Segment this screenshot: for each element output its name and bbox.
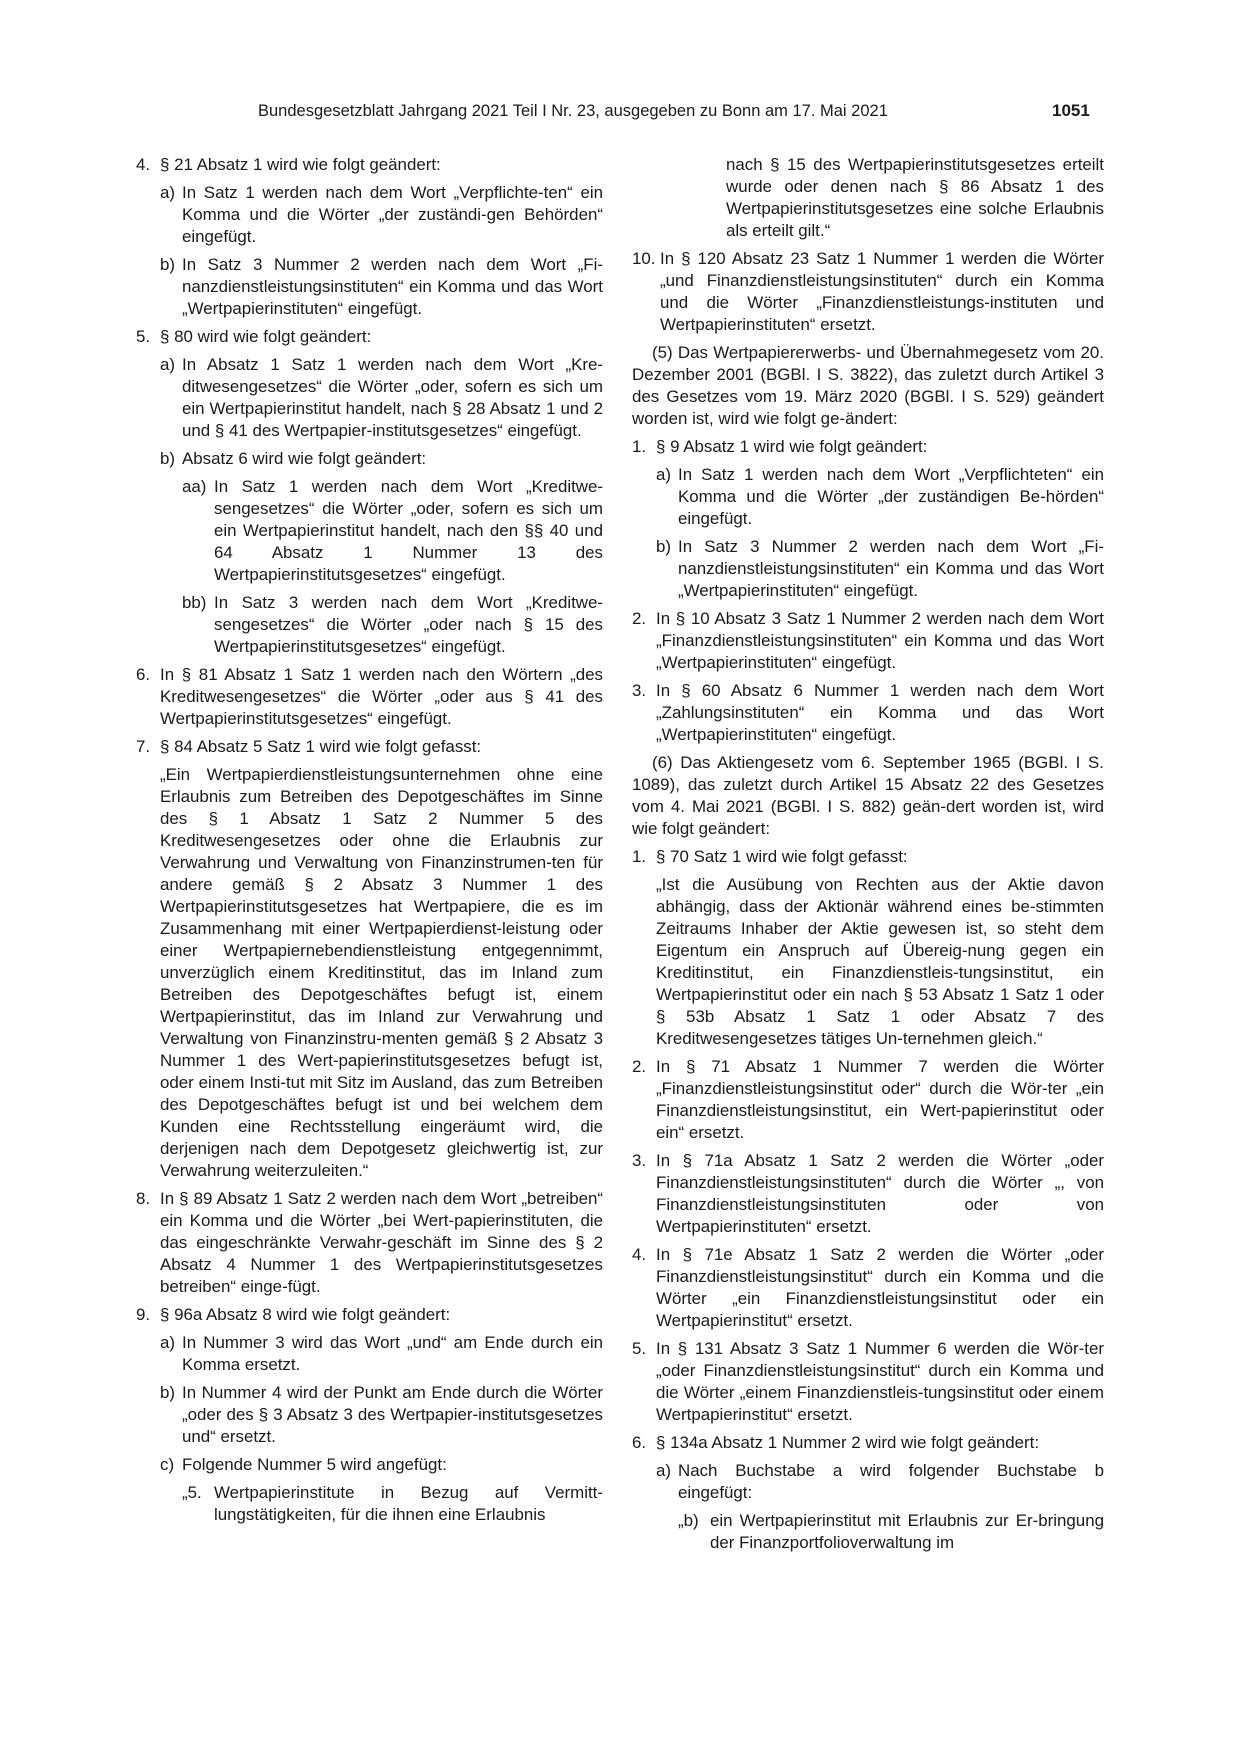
item-text: In § 131 Absatz 3 Satz 1 Nummer 6 werden die Wör-ter „oder Finanzdienstleistungsinstitut“ durch ein Komma und die Wörter „einem Finanzdienstleis-tungsinstitut oder einem Wertpapierinstitut“ ersetzt. [656,1339,1104,1424]
item-number: 5. [136,327,151,346]
quoted-text: „Ein Wertpapierdienstleistungsunternehmen ohne eine Erlaubnis zum Betreiben des Depotgeschäftes im Sinne des § 1 Absatz 1 Satz 2 Nummer 5 des Kreditwesengesetzes oder ohne die Erlaubnis zur Verwahrung und Verwaltung von Finanzinstrumen-ten für andere gemäß § 2 Absatz 3 Nummer 1 des Wertpapierinstitutsgesetzes hat Wertpapiere, die es im Zusammenhang mit einer Wertpapierdienst-leistung oder einer Wertpapiernebendienstleistung entgegennimmt, unverzüglich einem Kreditinstitut, das im Inland zum Betreiben des Depotgeschäftes befugt ist, einem Wertpapierinstitut, das im Inland zur Verwahrung und Verwaltung von Finanzinstru-menten gemäß § 2 Absatz 3 Nummer 1 des Wert-papierinstitutsgesetzes befugt ist, oder einem Insti-tut mit Sitz im Ausland, das zum Betreiben des Depotgeschäftes befugt ist und bei welchem dem Kunden eine Rechtsstellung eingeräumt wird, die derjenigen nach dem Depotgesetz gleichwertig ist, zur Verwahrung weiterzuleiten.“ [160,765,603,1180]
item-number: 3. [632,1151,647,1170]
list-item [182,476,603,586]
item-number: 3. [632,681,647,700]
item-letter: „b) [678,1511,699,1530]
item-number: „5. [182,1483,202,1502]
list-item [632,436,1104,458]
item-text: In § 81 Absatz 1 Satz 1 werden nach den Wörtern „des Kreditwesengesetzes“ die Wörter „oder aus § 41 des Wertpapierinstitutsgesetzes“ eingefügt. [160,665,603,728]
list-item [632,846,1104,868]
list-item [656,536,1104,602]
item-text: In § 120 Absatz 23 Satz 1 Nummer 1 werden die Wörter „und Finanzdienstleistungsinstituten“ durch ein Komma und die Wörter „Finanzdienstleistungs-instituten und Wertpapierinstituten“ ersetzt. [660,249,1104,334]
item-text: § 80 wird wie folgt geändert: [160,327,372,346]
item-text: ein Wertpapierinstitut mit Erlaubnis zur Er-bringung der Finanzportfolioverwaltung im [710,1511,1104,1552]
right-column [632,154,1104,1560]
item-letter: b) [160,1383,176,1402]
page-number: 1051 [1052,101,1090,120]
list-item [632,1338,1104,1426]
left-column [136,154,603,1532]
list-item [182,1482,603,1526]
list-item [160,1332,603,1376]
item-text: In Satz 1 werden nach dem Wort „Kreditwe-sengesetzes“ die Wörter „oder, sofern es sich um ein Wertpapierinstitut handelt, nach den §§ 40 und 64 Absatz 1 Nummer 13 des Wertpapierinstitutsgesetzes“ eingefügt. [214,477,603,584]
list-item [632,1244,1104,1332]
item-number: 2. [632,1057,647,1076]
item-text: In Satz 3 werden nach dem Wort „Kreditwe-sengesetzes“ die Wörter „oder nach § 15 des Wertpapierinstitutsgesetzes“ eingefügt. [214,593,603,656]
item-text: In Satz 1 werden nach dem Wort „Verpflichteten“ ein Komma und die Wörter „der zuständigen Be-hörden“ eingefügt. [678,465,1104,528]
item-number: 2. [632,609,647,628]
item-number: 4. [136,155,151,174]
item-text: Wertpapierinstitute in Bezug auf Vermitt-lungstätigkeiten, für die ihnen eine Erlaubnis [214,1483,603,1524]
item-text: In § 60 Absatz 6 Nummer 1 werden nach dem Wort „Zahlungsinstituten“ ein Komma und das Wort „Wertpapierinstituten“ eingefügt. [656,681,1104,744]
item-letter: b) [160,449,176,468]
item-text: In § 71 Absatz 1 Nummer 7 werden die Wörter „Finanzdienstleistungsinstitut oder“ durch die Wör-ter „ein Finanzdienstleistungsinstitut, ein Wert-papierinstitut oder ein“ ersetzt. [656,1057,1104,1142]
list-item [160,254,603,320]
paragraph: (6) Das Aktiengesetz vom 6. September 1965 (BGBl. I S. 1089), das zuletzt durch Artikel 15 Absatz 22 des Gesetzes vom 4. Mai 2021 (BGBl. I S. 882) geän-dert worden ist, wird wie folgt geändert: [632,753,1104,838]
item-letter: a) [656,1461,672,1480]
list-item [136,736,603,758]
item-text: In Satz 1 werden nach dem Wort „Verpflichte-ten“ ein Komma und die Wörter „der zuständi-gen Behörden“ eingefügt. [182,183,603,246]
item-text: In Satz 3 Nummer 2 werden nach dem Wort „Fi-nanzdienstleistungsinstituten“ ein Komma und das Wort „Wertpapierinstituten“ eingefügt. [678,537,1104,600]
list-item [678,1510,1104,1554]
item-number: 9. [136,1305,151,1324]
list-item [136,1304,603,1326]
list-item [136,154,603,176]
item-text: In § 71e Absatz 1 Satz 2 werden die Wörter „oder Finanzdienstleistungsinstitut“ durch ein Komma und die Wörter „ein Finanzdienstleistungsinstitut oder ein Wertpapierinstitut“ ersetzt. [656,1245,1104,1330]
item-text: In § 89 Absatz 1 Satz 2 werden nach dem Wort „betreiben“ ein Komma und die Wörter „bei Wert-papierinstituten, die das eingeschränkte Verwahr-geschäft im Sinne des § 2 Absatz 4 Nummer 1 des Wertpapierinstitutsgesetzes betreiben“ einge-fügt. [160,1189,603,1296]
list-item [160,1382,603,1448]
item-letter: a) [656,465,672,484]
page-header [0,96,1241,126]
list-item [632,1056,1104,1144]
item-number: 1. [632,847,647,866]
item-letter: a) [160,355,176,374]
item-text: Nach Buchstabe a wird folgender Buchstabe b eingefügt: [678,1461,1104,1502]
item-number: 6. [136,665,151,684]
list-item [656,464,1104,530]
item-text: § 84 Absatz 5 Satz 1 wird wie folgt gefasst: [160,737,482,756]
list-item [160,182,603,248]
item-letter: aa) [182,477,207,496]
list-item [160,1454,603,1476]
quoted-text-continuation: nach § 15 des Wertpapierinstitutsgesetzes erteilt wurde oder denen nach § 86 Absatz 1 des Wertpapierinstitutsgesetzes eine solche Erlaubnis als erteilt gilt.“ [726,155,1104,240]
list-item [632,1432,1104,1454]
item-number: 6. [632,1433,647,1452]
item-text: § 9 Absatz 1 wird wie folgt geändert: [656,437,928,456]
list-item [632,248,1104,336]
list-item [632,680,1104,746]
list-item [656,1460,1104,1504]
item-number: 8. [136,1189,151,1208]
item-letter: a) [160,1333,176,1352]
item-text: In Absatz 1 Satz 1 werden nach dem Wort „Kre-ditwesengesetzes“ die Wörter „oder, sofern es sich um ein Wertpapierinstitut handelt, nach § 28 Absatz 1 und 2 und § 41 des Wertpapier-institutsgesetzes“ eingefügt. [182,355,603,440]
item-number: 10. [632,249,656,268]
item-number: 4. [632,1245,647,1264]
list-item [160,448,603,470]
running-title: Bundesgesetzblatt Jahrgang 2021 Teil I Nr. 23, ausgegeben zu Bonn am 17. Mai 2021 [258,102,888,120]
paragraph: (5) Das Wertpapiererwerbs- und Übernahmegesetz vom 20. Dezember 2001 (BGBl. I S. 3822), das zuletzt durch Artikel 3 des Gesetzes vom 19. März 2020 (BGBl. I S. 529) geändert worden ist, wird wie folgt ge-ändert: [632,343,1104,428]
item-letter: a) [160,183,176,202]
item-letter: c) [160,1455,175,1474]
item-text: Absatz 6 wird wie folgt geändert: [182,449,427,468]
list-item [632,608,1104,674]
list-item [182,592,603,658]
item-text: In Nummer 3 wird das Wort „und“ am Ende durch ein Komma ersetzt. [182,1333,603,1374]
item-text: In Satz 3 Nummer 2 werden nach dem Wort „Fi-nanzdienstleistungsinstituten“ ein Komma und das Wort „Wertpapierinstituten“ eingefügt. [182,255,603,318]
quoted-text: „Ist die Ausübung von Rechten aus der Aktie davon abhängig, dass der Aktionär während eines be-stimmten Zeitraums Inhaber der Aktie gewesen ist, so steht dem Eigentum ein Anspruch auf Übereig-nung gegen ein Kreditinstitut, ein Finanzdienstleis-tungsinstitut, ein Wertpapierinstitut oder ein nach § 53 Absatz 1 Satz 1 oder § 53b Absatz 1 Satz 1 oder Absatz 7 des Kreditwesengesetzes tätiges Un-ternehmen gleich.“ [656,875,1104,1048]
item-letter: bb) [182,593,207,612]
list-item [136,326,603,348]
list-item [136,664,603,730]
item-letter: b) [160,255,176,274]
item-text: § 96a Absatz 8 wird wie folgt geändert: [160,1305,451,1324]
item-text: § 134a Absatz 1 Nummer 2 wird wie folgt geändert: [656,1433,1040,1452]
item-text: Folgende Nummer 5 wird angefügt: [182,1455,447,1474]
list-item [160,354,603,442]
item-text: § 21 Absatz 1 wird wie folgt geändert: [160,155,441,174]
item-text: § 70 Satz 1 wird wie folgt gefasst: [656,847,908,866]
list-item [136,1188,603,1298]
item-letter: b) [656,537,672,556]
item-text: In § 10 Absatz 3 Satz 1 Nummer 2 werden nach dem Wort „Finanzdienstleistungsinstituten“ ein Komma und das Wort „Wertpapierinstituten“ eingefügt. [656,609,1104,672]
item-number: 7. [136,737,151,756]
list-item [632,1150,1104,1238]
item-text: In Nummer 4 wird der Punkt am Ende durch die Wörter „oder des § 3 Absatz 3 des Wertpapier-institutsgesetzes und“ ersetzt. [182,1383,603,1446]
item-number: 1. [632,437,647,456]
item-text: In § 71a Absatz 1 Satz 2 werden die Wörter „oder Finanzdienstleistungsinstituten“ durch die Wörter „, von Finanzdienstleistungsinstituten oder von Wertpapierinstituten“ ersetzt. [656,1151,1104,1236]
item-number: 5. [632,1339,647,1358]
